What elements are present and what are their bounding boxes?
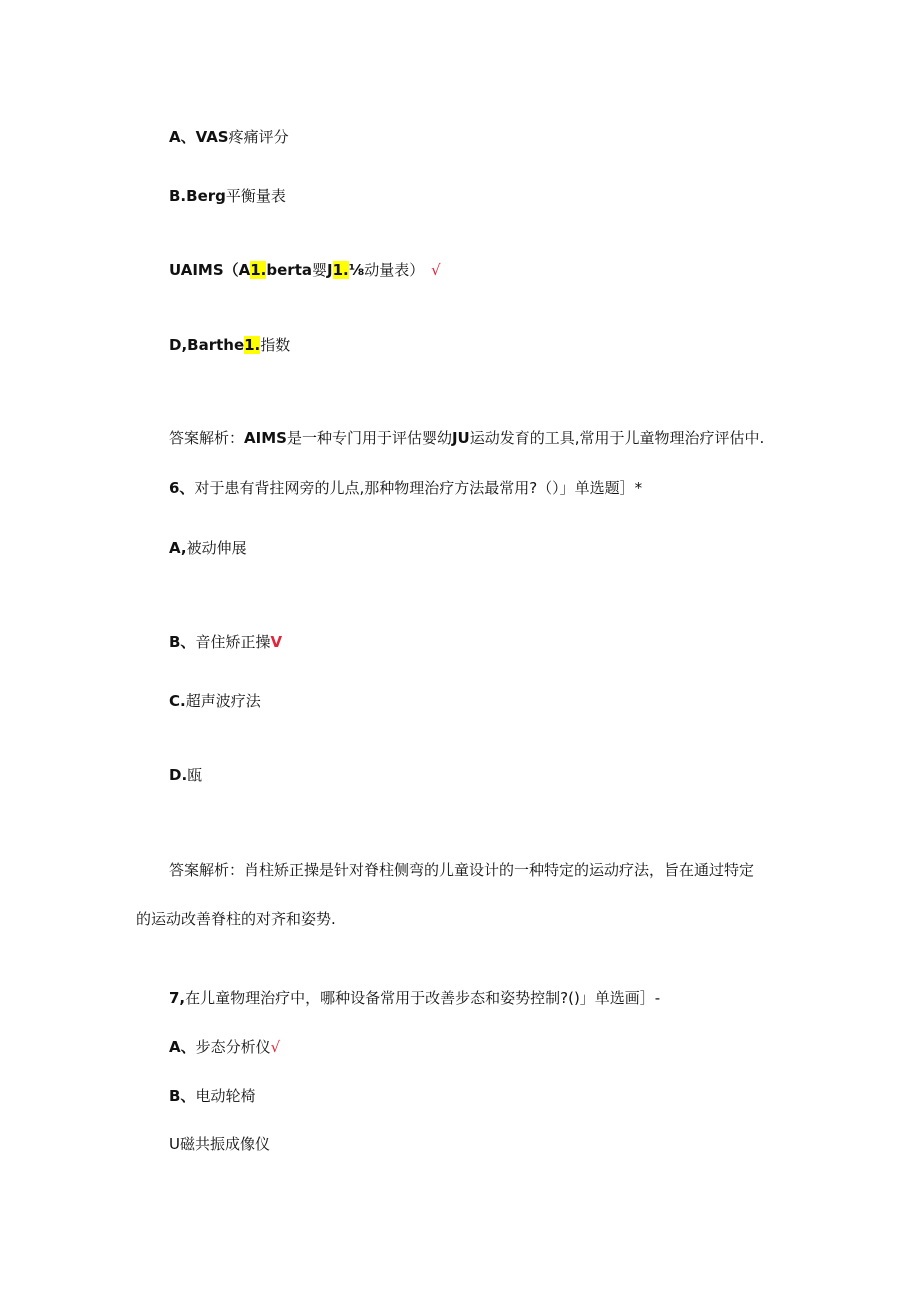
q6-answer-analysis-line-1: 答案解析：肖柱矫正操是针对脊柱侧弯的儿童设计的一种特定的运动疗法，旨在通过特定 (169, 861, 755, 879)
option-prefix: D. (169, 766, 188, 784)
analysis-label: 答案解析： (169, 429, 245, 447)
option-prefix: C. (169, 692, 186, 710)
highlighted-text: 1. (244, 336, 261, 354)
q6-option-d (169, 765, 202, 785)
option-text-part: ⅛ (348, 261, 365, 279)
correct-check-mark: √ (431, 261, 441, 279)
q6-option-c (169, 691, 261, 711)
option-text-part: J (327, 261, 333, 279)
option-text-part: berta (266, 261, 312, 279)
option-text-part: D,Barthe (169, 336, 245, 354)
option-prefix: B、 (169, 633, 196, 651)
q5-option-b (169, 186, 286, 206)
option-prefix: A, (169, 539, 187, 557)
analysis-text-part: 是一种专门用于评估婴幼 (286, 429, 452, 447)
option-text: 平衡量表 (225, 187, 286, 205)
q7-option-b (169, 1086, 255, 1106)
analysis-text-part: AIMS (244, 429, 287, 447)
q7-option-c: U磁共振成像仪 (169, 1135, 270, 1153)
option-prefix: A、 (169, 1038, 196, 1056)
option-prefix: B.Berg (169, 187, 226, 205)
option-prefix: A、VAS (169, 128, 229, 146)
option-text: 超声波疗法 (185, 692, 261, 710)
analysis-text-part: JU (451, 429, 470, 447)
highlighted-text: 1. (332, 261, 349, 279)
correct-check-mark: V (270, 633, 283, 651)
analysis-text-part: 运动发育的工具,常用于儿童物理治疗评估中. (469, 429, 765, 447)
option-text: 被动伸展 (186, 539, 247, 557)
q7-option-a (169, 1037, 280, 1057)
q5-option-c (169, 260, 441, 280)
q6-answer-analysis-line-2: 的运动改善脊柱的对齐和姿势. (136, 910, 336, 928)
question-number: 7, (169, 989, 186, 1007)
q6-option-b (169, 632, 282, 652)
option-text: 电动轮椅 (195, 1087, 256, 1105)
option-text-part: 动量表） (364, 261, 425, 279)
option-text: 音住矫正操 (195, 633, 271, 651)
q7-question (169, 988, 660, 1008)
option-text-part: UAIMS（A (169, 261, 251, 279)
question-text: 在儿童物理治疗中，哪种设备常用于改善步态和姿势控制?()」单选画］- (185, 989, 661, 1007)
q5-option-d (169, 335, 290, 355)
question-text: 对于患有背拄网旁的儿点,那种物理治疗方法最常用?（）」单选题］* (194, 479, 643, 497)
q5-option-a (169, 127, 289, 147)
option-prefix: B、 (169, 1087, 196, 1105)
option-text-part: 婴 (312, 261, 328, 279)
correct-check-mark: √ (270, 1038, 281, 1056)
question-number: 6、 (169, 479, 195, 497)
option-text: 步态分析仪 (195, 1038, 271, 1056)
option-text: 瓯 (187, 766, 203, 784)
q5-answer-analysis (169, 428, 764, 448)
highlighted-text: 1. (250, 261, 267, 279)
q6-option-a (169, 538, 247, 558)
option-text-part: 指数 (260, 336, 291, 354)
option-text: 疼痛评分 (228, 128, 289, 146)
q6-question (169, 478, 642, 498)
